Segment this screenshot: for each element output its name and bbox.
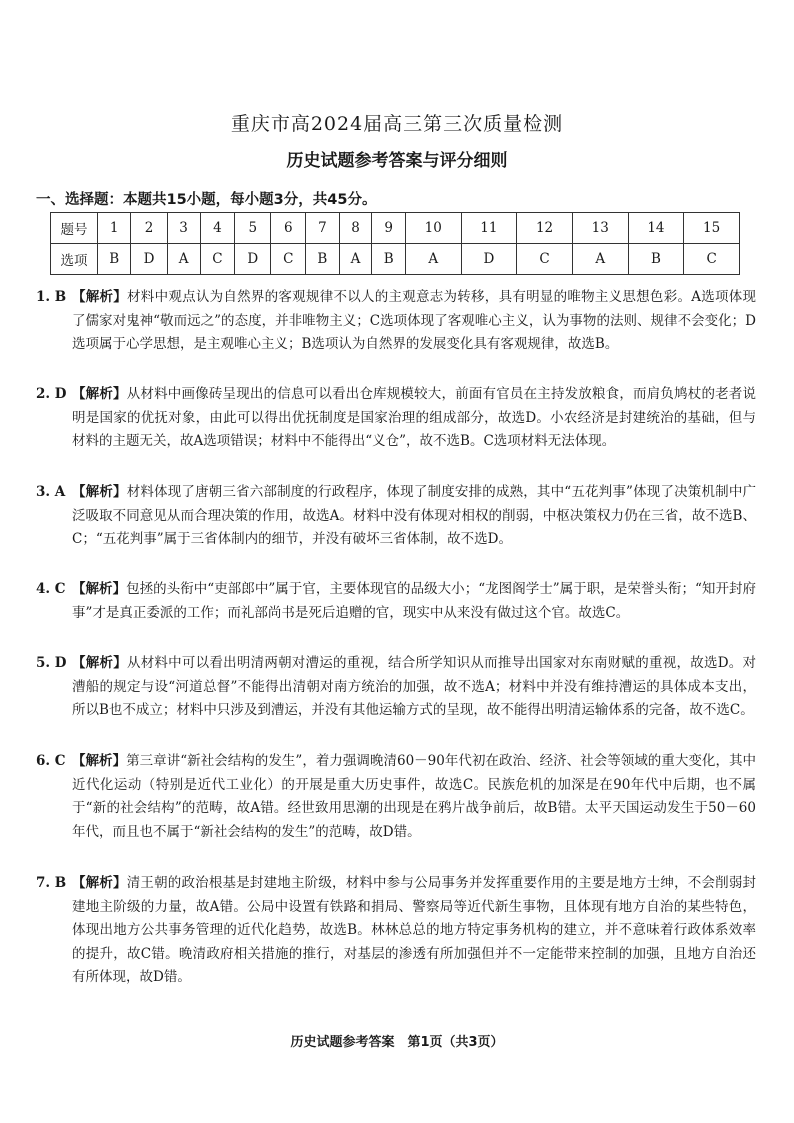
- page-subtitle: 历史试题参考答案与评分细则: [286, 151, 508, 171]
- item-number: 3. A: [36, 484, 66, 500]
- question-number: 2: [131, 213, 167, 244]
- row-header: 选项: [51, 244, 98, 275]
- answer-cell: B: [98, 244, 131, 275]
- item-number: 5. D: [36, 655, 67, 671]
- explanation-text: 从材料中可以看出明清两朝对漕运的重视，结合所学知识从而推导出国家对东南财赋的重视，故选D。对漕船的规定与设“河道总督”不能得出清朝对南方统治的加强，故不选A；材料中并没有维持漕运的具体成本支出，所以B也不成立；材料中只涉及到漕运，并没有其他运输方式的呈现，故不能得出明清运输体系的完备，故不选C。: [72, 655, 756, 719]
- answer-row: [51, 244, 740, 275]
- question-number: 8: [339, 213, 372, 244]
- page-footer: 历史试题参考答案 第1页（共3页）: [290, 1035, 504, 1050]
- answer-cell: C: [517, 244, 573, 275]
- question-number: 15: [684, 213, 740, 244]
- question-number: 10: [405, 213, 461, 244]
- question-number: 5: [235, 213, 271, 244]
- analysis-tag: 【解析】: [72, 386, 127, 402]
- explanation-text: 材料体现了唐朝三省六部制度的行政程序，体现了制度安排的成熟，其中“五花判事”体现了决策机制中广泛吸取不同意见从而合理决策的作用，故选A。材料中没有体现对相权的削弱，中枢决策权力仍在三省，故不选B、C；“五花判事”属于三省体制内的细节，并没有破坏三省体制，故不选D。: [72, 484, 756, 548]
- question-number: 3: [167, 213, 200, 244]
- analysis-tag: 【解析】: [72, 655, 127, 671]
- answer-cell: D: [235, 244, 271, 275]
- answer-table: [50, 212, 740, 275]
- explanation-text: 包拯的头衔中“吏部郎中”属于官，主要体现官的品级大小；“龙图阁学士”属于职，是荣誉头衔；“知开封府事”才是真正委派的工作；而礼部尚书是死后追赠的官，现实中从来没有做过这个官。故选C。: [72, 581, 756, 621]
- explanation-item-6: [36, 750, 756, 844]
- explanation-text: 清王朝的政治根基是封建地主阶级，材料中参与公局事务并发挥重要作用的主要是地方士绅，不会削弱封建地主阶级的力量，故A错。公局中设置有铁路和捐局、警察局等近代新生事物，且体现有地方自治的某些特色，体现出地方公共事务管理的近代化趋势，故选B。林林总总的地方特定事务机构的建立，并不意味着行政体系效率的提升，故C错。晚清政府相关措施的推行，对基层的渗透有所加强但并不一定能带来控制的加强，且地方自治还有所体现，故D错。: [72, 875, 757, 986]
- answer-cell: C: [684, 244, 740, 275]
- analysis-tag: 【解析】: [72, 581, 127, 597]
- question-number: 7: [306, 213, 339, 244]
- question-number: 13: [572, 213, 628, 244]
- explanation-item-3: [36, 481, 756, 552]
- item-number: 6. C: [36, 753, 66, 769]
- answer-cell: A: [572, 244, 628, 275]
- analysis-tag: 【解析】: [72, 484, 127, 500]
- answer-cell: D: [461, 244, 517, 275]
- explanation-item-2: [36, 383, 756, 454]
- answer-cell: A: [405, 244, 461, 275]
- analysis-tag: 【解析】: [72, 875, 127, 891]
- item-number: 1. B: [36, 289, 67, 305]
- explanation-item-5: [36, 652, 756, 723]
- answer-cell: B: [372, 244, 405, 275]
- question-number: 4: [200, 213, 235, 244]
- row-header: 题号: [51, 213, 98, 244]
- analysis-tag: 【解析】: [72, 753, 127, 769]
- answer-cell: A: [167, 244, 200, 275]
- answer-cell: B: [628, 244, 684, 275]
- page-title: 重庆市高2024届高三第三次质量检测: [230, 113, 564, 135]
- answer-cell: C: [200, 244, 235, 275]
- question-number: 12: [517, 213, 573, 244]
- question-number: 1: [98, 213, 131, 244]
- explanation-text: 从材料中画像砖呈现出的信息可以看出仓库规模较大，前面有官员在主持发放粮食，而肩负鸠杖的老者说明是国家的优抚对象，由此可以得出优抚制度是国家治理的组成部分，故选D。小农经济是封建统治的基础，但与材料的主题无关，故A选项错误；材料中不能得出“义仓”，故不选B。C选项材料无法体现。: [72, 386, 757, 450]
- explanation-text: 材料中观点认为自然界的客观规律不以人的主观意志为转移，具有明显的唯物主义思想色彩。A选项体现了儒家对鬼神“敬而远之”的态度，并非唯物主义；C选项体现了客观唯心主义，认为事物的法则、规律不会变化；D选项属于心学思想，是主观唯心主义；B选项认为自然界的发展变化具有客观规律，故选B。: [72, 289, 757, 353]
- answer-cell: A: [339, 244, 372, 275]
- explanation-item-1: [36, 286, 756, 357]
- answer-cell: D: [131, 244, 167, 275]
- item-number: 7. B: [36, 875, 67, 891]
- explanation-item-7: [36, 872, 756, 990]
- question-number-row: [51, 213, 740, 244]
- item-number: 2. D: [36, 386, 67, 402]
- question-number: 9: [372, 213, 405, 244]
- analysis-tag: 【解析】: [72, 289, 128, 305]
- answer-cell: B: [306, 244, 339, 275]
- explanation-text: 第三章讲“新社会结构的发生”，着力强调晚清60－90年代初在政治、经济、社会等领域的重大变化，其中近代化运动（特别是近代工业化）的开展是重大历史事件，故选C。民族危机的加深是在90年代中后期，也不属于“新的社会结构”的范畴，故A错。经世致用思潮的出现是在鸦片战争前后，故B错。太平天国运动发生于50－60年代，而且也不属于“新社会结构的发生”的范畴，故D错。: [72, 753, 757, 840]
- item-number: 4. C: [36, 581, 66, 597]
- explanation-item-4: [36, 578, 756, 625]
- section-heading: 一、选择题：本题共15小题，每小题3分，共45分。: [36, 192, 377, 208]
- question-number: 11: [461, 213, 517, 244]
- question-number: 14: [628, 213, 684, 244]
- question-number: 6: [271, 213, 306, 244]
- answer-cell: C: [271, 244, 306, 275]
